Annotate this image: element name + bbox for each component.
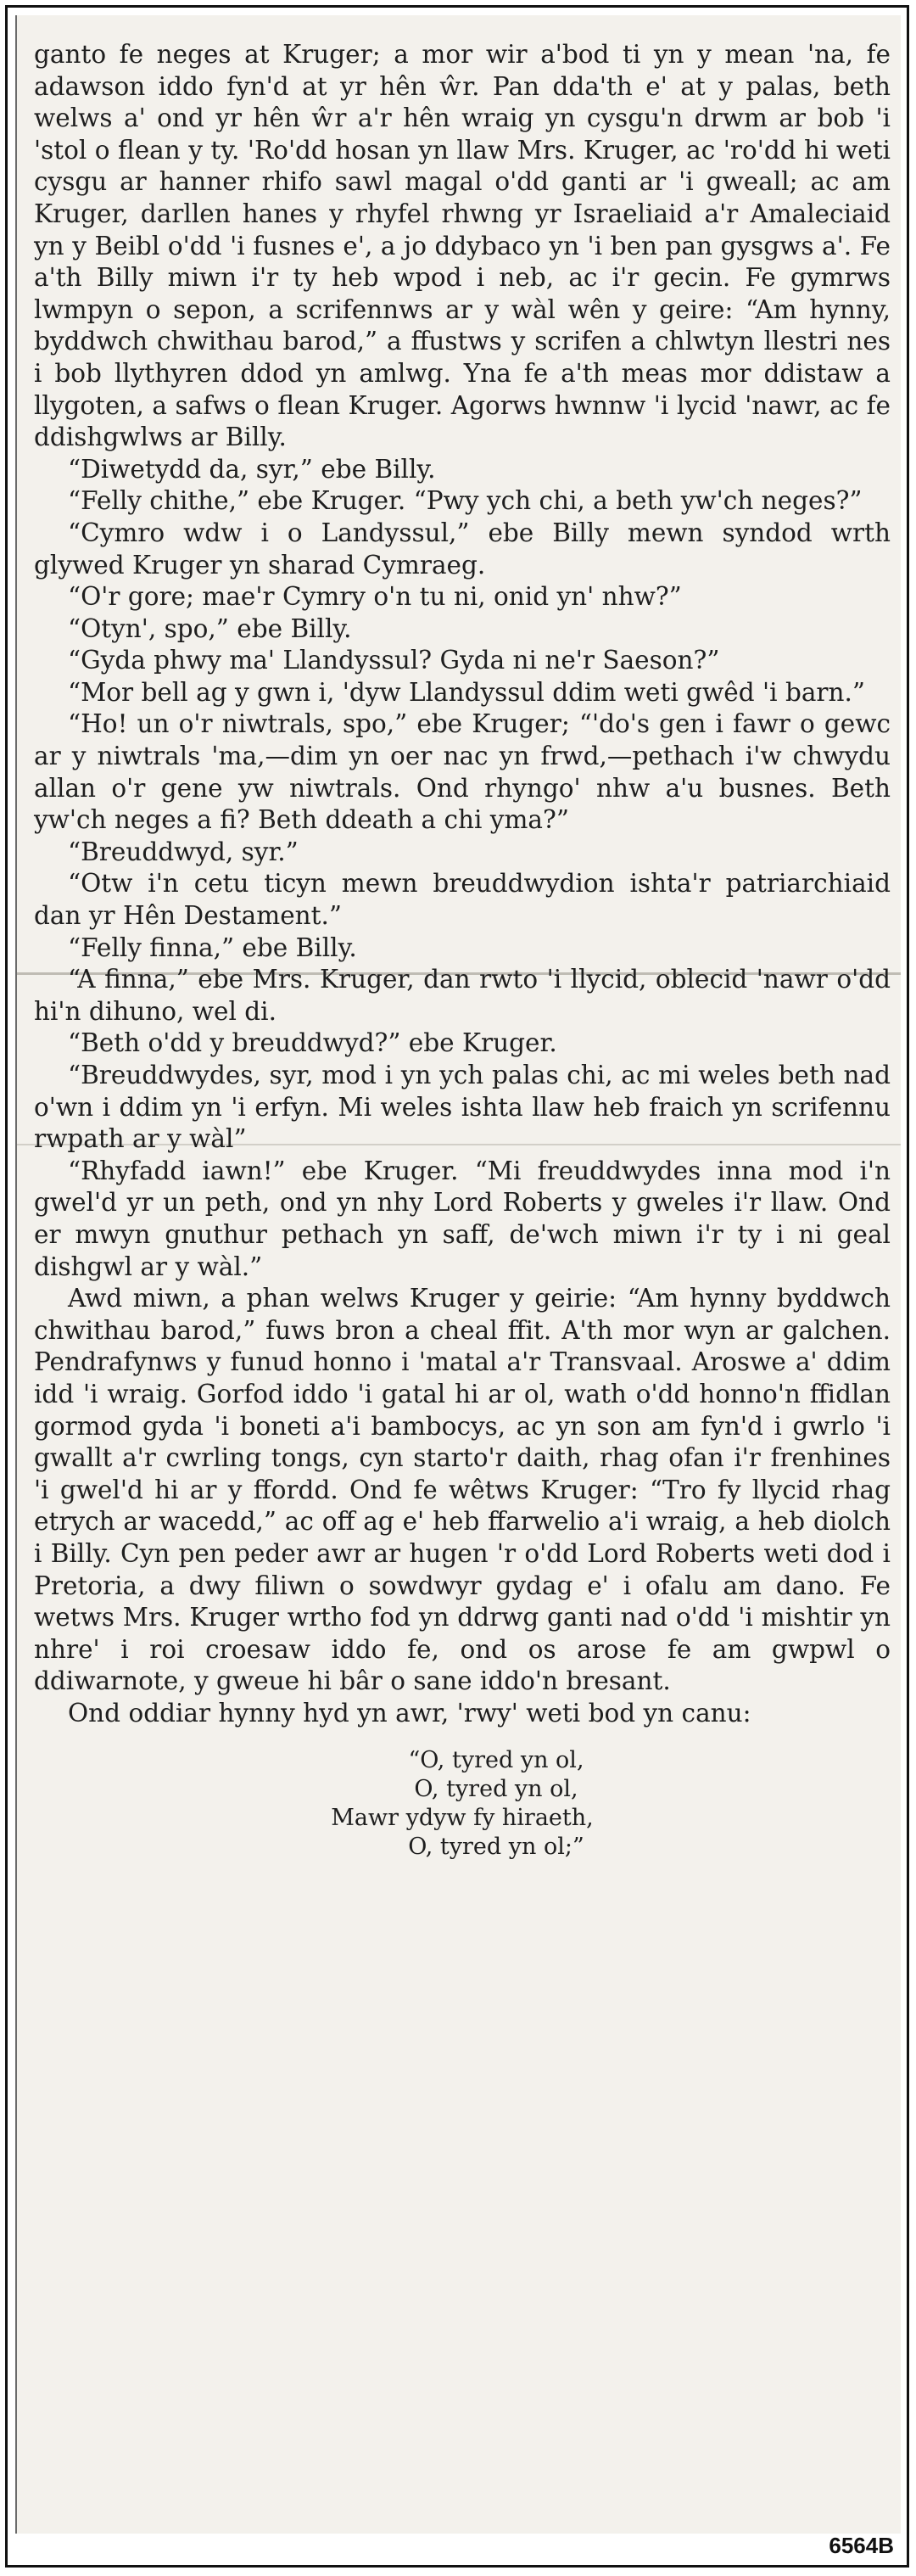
paragraph: “Diwetydd da, syr,” ebe Billy.	[68, 454, 436, 484]
reference-number: 6564B	[829, 2533, 894, 2558]
paragraph: “Felly finna,” ebe Billy.	[68, 932, 357, 962]
paragraph: “Gyda phwy ma' Llandyssul? Gyda ni ne'r Saeson?”	[68, 646, 720, 675]
newspaper-clipping	[15, 15, 901, 2534]
paragraph: Ond oddiar hynny hyd yn awr, 'rwy' weti bod yn canu:	[68, 1698, 751, 1728]
verse-line: O, tyred yn ol;”	[408, 1834, 584, 1861]
paragraph: “Ho! un o'r niwtrals, spo,” ebe Kruger; “'do's gen i fawr o gewc ar y niwtrals 'ma,—dim yn oer nac yn frwd,—pethach i'w chwydu allan o'r gene yw niwtrals. Ond rhyngo' nhw a'u busnes. Beth yw'ch neges a fi? Beth ddeath a chi yma?”	[34, 709, 891, 835]
paragraph: “Cymro wdw i o Landyssul,” ebe Billy mewn syndod wrth glywed Kruger yn sharad Cymraeg.	[34, 518, 891, 580]
verse-line: Mawr ydyw fy hiraeth,	[331, 1805, 594, 1832]
paragraph: “Breuddwydes, syr, mod i yn ych palas chi, ac mi weles beth nad o'wn i ddim yn 'i erfyn. Mi weles ishta llaw heb fraich yn scrifennu rwpath ar y wàl”	[34, 1061, 891, 1154]
paragraph: “Otyn', spo,” ebe Billy.	[68, 613, 352, 643]
paragraph: “Rhyfadd iawn!” ebe Kruger. “Mi freuddwydes inna mod i'n gwel'd yr un peth, ond yn nhy Lord Roberts y gweles i'r llaw. Ond er mwyn gnuthur pethach yn saff, de'wch miwn i'r ty i ni geal dishgwl ar y wàl.”	[34, 1156, 891, 1281]
paragraph: Awd miwn, a phan welws Kruger y geirie: “Am hynny byddwch chwithau barod,” fuws bron a cheal ffit. A'th mor wyn ar galchen. Pendrafynws y funud honno i 'matal a'r Transvaal. Aroswe a' ddim idd 'i wraig. Gorfod iddo 'i gatal hi ar ol, wath o'dd honno'n ffidlan gormod gyda 'i boneti a'i bambocys, ac yn son am fyn'd i gwrlo 'i gwallt a'r cwrling tongs, cyn starto'r daith, rhag ofan i'r frenhines 'i gwel'd hi ar y ffordd. Ond fe wêtws Kruger: “Tro fy llycid rhag etrych ar wacedd,” ac off ag e' heb ffarwelio a'i wraig, a heb diolch i Billy. Cyn pen peder awr ar hugen 'r o'dd Lord Roberts weti dod i Pretoria, a dwy filiwn o sowdwyr gydag e' i ofalu am dano. Fe wetws Mrs. Kruger wrtho fod yn ddrwg ganti nad o'dd 'i mishtir yn nhre' i roi croesaw iddo fe, ond os arose fe am gwpwl o ddiwarnote, y gweue hi bâr o sane iddo'n bresant.	[34, 1284, 891, 1696]
paragraph: “A finna,” ebe Mrs. Kruger, dan rwto 'i llycid, oblecid 'nawr o'dd hi'n dihuno, wel di.	[34, 965, 891, 1026]
paragraph: “Beth o'dd y breuddwyd?” ebe Kruger.	[68, 1028, 557, 1058]
paragraph: “Breuddwyd, syr.”	[68, 837, 299, 866]
verse-line: O, tyred yn ol,	[414, 1776, 578, 1803]
paragraph: “Otw i'n cetu ticyn mewn breuddwydion ishta'r patriarchiaid dan yr Hên Destament.”	[34, 869, 891, 931]
paragraph: ganto fe neges at Kruger; a mor wir a'bod ti yn y mean 'na, fe adawson iddo fyn'd at yr hên ŵr. Pan dda'th e' at y palas, beth welws a' ond yr hên ŵr a'r hên wraig yn cysgu'n drwm ar bob 'i 'stol o flean y ty. 'Ro'dd hosan yn llaw Mrs. Kruger, ac 'ro'dd hi weti cysgu ar hanner rhifo sawl magal o'dd ganti ar 'i gweall; ac am Kruger, darllen hanes y rhyfel rhwng yr Israeliaid a'r Amaleciaid yn y Beibl o'dd 'i fusnes e', a jo ddybaco yn 'i ben pan gysgws a'. Fe a'th Billy miwn i'r ty heb wpod i neb, ac i'r gecin. Fe gymrws lwmpyn o sepon, a scrifennws ar y wàl wên y geire: “Am hynny, byddwch chwithau barod,” a ffustws y scrifen a chlwtyn llestri nes i bob llythyren ddod yn amlwg. Yna fe a'th meas mor ddistaw a llygoten, a safws o flean Kruger. Agorws hwnnw 'i lycid 'nawr, ac fe ddishgwlws ar Billy.	[34, 40, 891, 452]
paragraph: “Mor bell ag y gwn i, 'dyw Llandyssul ddim weti gwêd 'i barn.”	[68, 677, 865, 707]
article-body	[34, 39, 891, 1862]
verse	[34, 1746, 891, 1862]
verse-line: “O, tyred yn ol,	[408, 1747, 584, 1774]
paragraph: “Felly chithe,” ebe Kruger. “Pwy ych chi, a beth yw'ch neges?”	[68, 486, 863, 516]
paragraph: “O'r gore; mae'r Cymry o'n tu ni, onid yn' nhw?”	[68, 582, 682, 612]
